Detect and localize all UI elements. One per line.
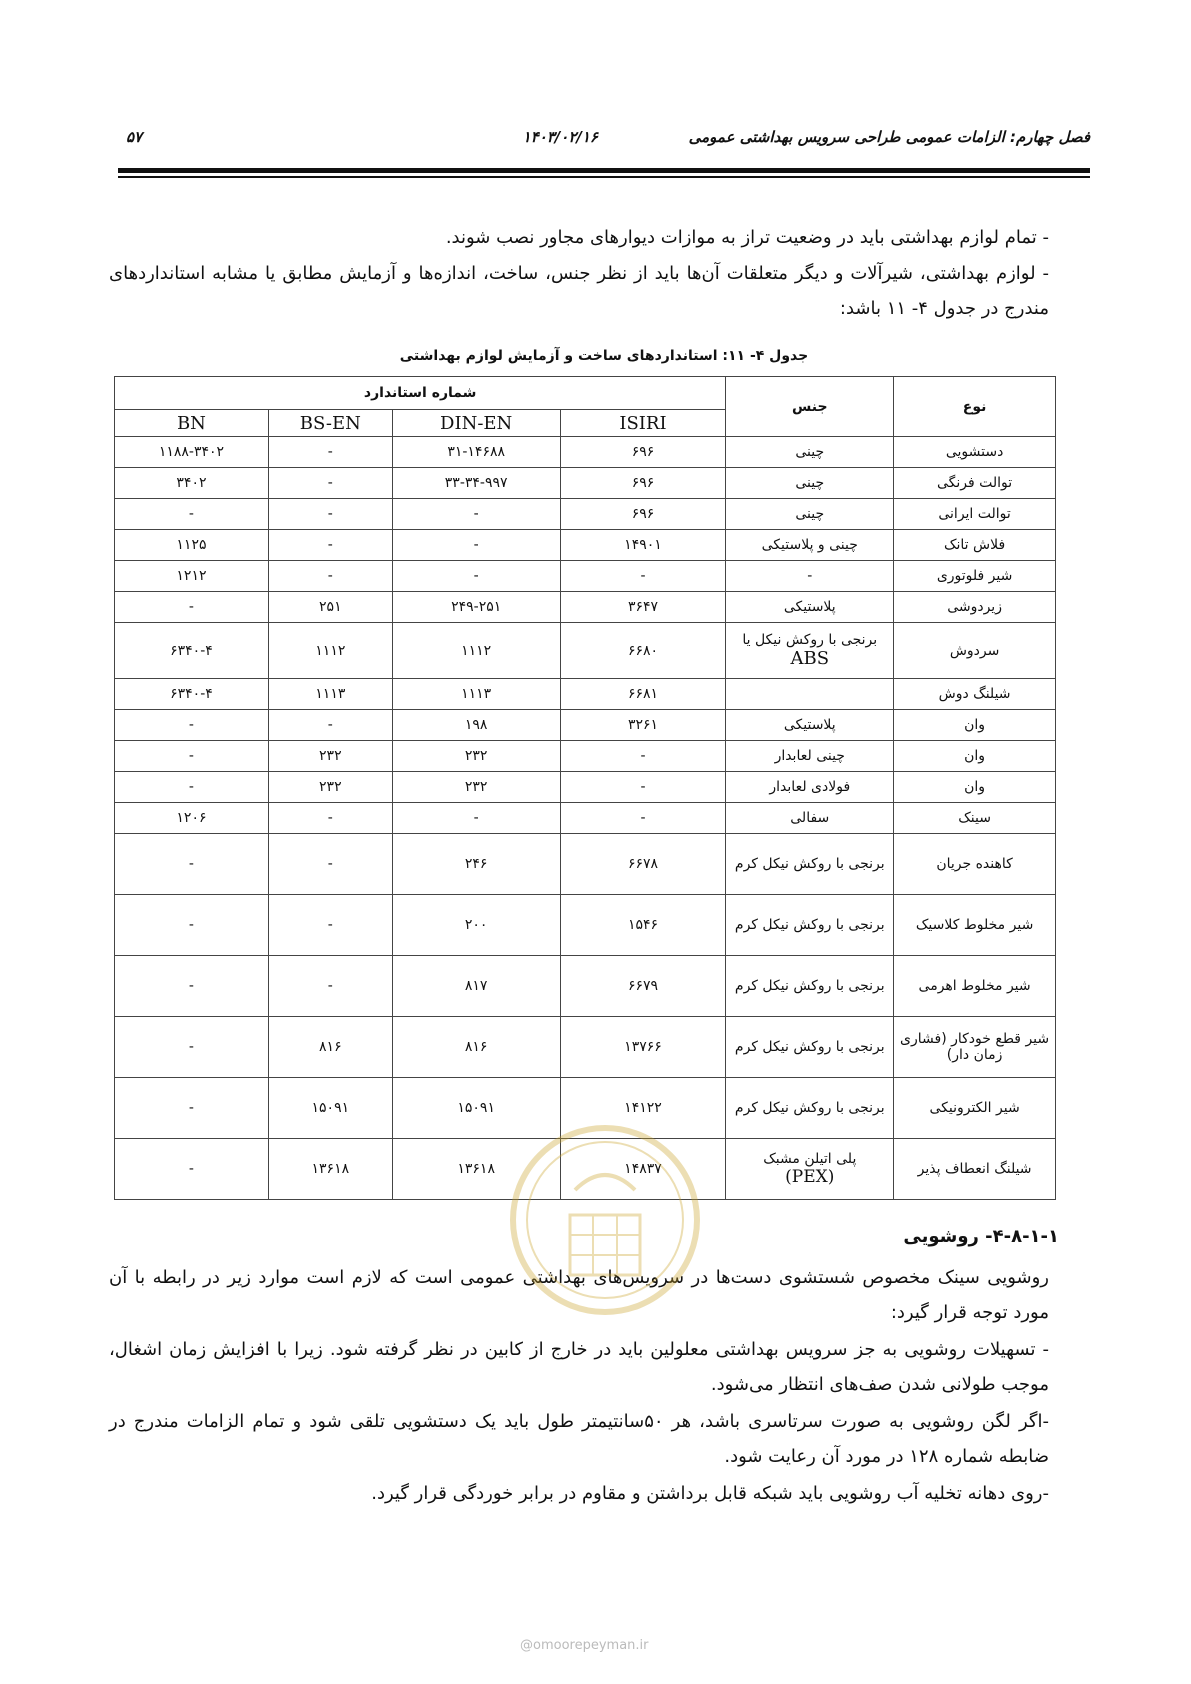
cell-type: شیر الکترونیکی [894, 1078, 1056, 1139]
cell-din: - [392, 530, 560, 561]
cell-bn: - [115, 895, 269, 956]
cell-type: وان [894, 710, 1056, 741]
cell-type: سردوش [894, 623, 1056, 679]
cell-material: برنجی با روکش نیکل کرم [726, 1078, 894, 1139]
cell-material: فولادی لعابدار [726, 772, 894, 803]
cell-din: - [392, 803, 560, 834]
col-bs-en: BS-EN [268, 410, 392, 437]
seal-logo-icon [505, 1120, 705, 1320]
cell-bn: - [115, 592, 269, 623]
cell-isiri: ۶۶۷۹ [560, 956, 726, 1017]
header-rule-thin [118, 176, 1090, 178]
table-row [115, 530, 1056, 561]
cell-bs: ۱۵۰۹۱ [268, 1078, 392, 1139]
cell-bs: - [268, 956, 392, 1017]
cell-din: ۲۳۲ [392, 772, 560, 803]
table-row [115, 772, 1056, 803]
cell-isiri: - [560, 561, 726, 592]
table-row [115, 834, 1056, 895]
cell-bs: ۲۳۲ [268, 772, 392, 803]
cell-bs: - [268, 710, 392, 741]
cell-bs: ۱۳۶۱۸ [268, 1139, 392, 1200]
cell-bs: - [268, 468, 392, 499]
cell-bn: - [115, 1017, 269, 1078]
cell-material: سفالی [726, 803, 894, 834]
table-row [115, 437, 1056, 468]
cell-din: ۸۱۷ [392, 956, 560, 1017]
cell-bs: - [268, 437, 392, 468]
cell-type: کاهنده جریان [894, 834, 1056, 895]
col-bn: BN [115, 410, 269, 437]
cell-type: شیر فلوتوری [894, 561, 1056, 592]
cell-bn: ۳۴۰۲ [115, 468, 269, 499]
cell-bs: ۱۱۱۲ [268, 623, 392, 679]
table-caption: جدول ۴- ۱۱: استانداردهای ساخت و آزمایش لوازم بهداشتی [399, 348, 809, 364]
cell-isiri: ۶۹۶ [560, 437, 726, 468]
cell-material: چینی [726, 499, 894, 530]
table-row [115, 499, 1056, 530]
cell-type: شیر قطع خودکار (فشاری زمان دار) [894, 1017, 1056, 1078]
intro-line-1: - تمام لوازم بهداشتی باید در وضعیت تراز به موازات دیوارهای مجاور نصب شوند. [445, 227, 1049, 248]
cell-material: چینی [726, 437, 894, 468]
cell-isiri: - [560, 803, 726, 834]
cell-type: شیر مخلوط اهرمی [894, 956, 1056, 1017]
cell-material: برنجی با روکش نیکل کرم [726, 1017, 894, 1078]
cell-din: - [392, 499, 560, 530]
cell-isiri: - [560, 772, 726, 803]
header-date: ۱۴۰۳/۰۲/۱۶ [522, 128, 598, 146]
cell-din: ۱۳۶۱۸ [392, 1139, 560, 1200]
table-row [115, 895, 1056, 956]
cell-material: برنجی با روکش نیکل کرم [726, 956, 894, 1017]
cell-bs: ۸۱۶ [268, 1017, 392, 1078]
header-material: جنس [726, 377, 894, 437]
cell-din: ۱۱۱۲ [392, 623, 560, 679]
cell-isiri: ۱۴۸۳۷ [560, 1139, 726, 1200]
cell-din: ۲۴۹-۲۵۱ [392, 592, 560, 623]
cell-bn: - [115, 772, 269, 803]
cell-type: سینک [894, 803, 1056, 834]
page-number: ۵۷ [126, 128, 143, 146]
table-row [115, 468, 1056, 499]
cell-bn: ۶۳۴۰-۴ [115, 679, 269, 710]
cell-material: چینی و پلاستیکی [726, 530, 894, 561]
cell-bs: ۲۵۱ [268, 592, 392, 623]
cell-material: پلاستیکی [726, 710, 894, 741]
cell-bn: - [115, 499, 269, 530]
cell-bs: - [268, 834, 392, 895]
cell-isiri: ۱۳۷۶۶ [560, 1017, 726, 1078]
cell-isiri: ۶۶۸۱ [560, 679, 726, 710]
cell-bn: ۱۱۲۵ [115, 530, 269, 561]
table-row [115, 803, 1056, 834]
cell-din: ۲۳۲ [392, 741, 560, 772]
cell-din: ۲۴۶ [392, 834, 560, 895]
section-paragraph-4: -روی دهانه تخلیه آب روشویی باید شبکه قابل برداشتن و مقاوم در برابر خوردگی قرار گیرد. [371, 1483, 1049, 1504]
cell-type: شیلنگ دوش [894, 679, 1056, 710]
section-paragraph-3: -اگر لگن روشویی به صورت سرتاسری باشد، هر ۵۰سانتیمتر طول باید یک دستشویی تلقی شود و تمام الزامات مندرج در ضابطه شماره ۱۲۸ در مورد آن رعایت شود. [109, 1411, 1050, 1467]
table-row [115, 623, 1056, 679]
chapter-title: فصل چهارم: الزامات عمومی طراحی سرویس بهداشتی عمومی [688, 128, 1090, 146]
cell-din: ۳۳-۳۴-۹۹۷ [392, 468, 560, 499]
cell-material-line2: ABS [790, 648, 830, 669]
col-isiri: ISIRI [560, 410, 726, 437]
cell-type: توالت ایرانی [894, 499, 1056, 530]
cell-type: شیر مخلوط کلاسیک [894, 895, 1056, 956]
cell-type: زیردوشی [894, 592, 1056, 623]
section-paragraph-2: - تسهیلات روشویی به جز سرویس بهداشتی معلولین باید در خارج از کابین در نظر گرفته شود. زیرا با افزایش زمان اشغال، موجب طولانی شدن صف‌های انتظار می‌شود. [109, 1339, 1049, 1395]
cell-type: فلاش تانک [894, 530, 1056, 561]
cell-material: پلاستیکی [726, 592, 894, 623]
cell-material: - [726, 561, 894, 592]
cell-bs: - [268, 803, 392, 834]
cell-bn: - [115, 710, 269, 741]
cell-bn: ۱۲۱۲ [115, 561, 269, 592]
cell-type: شیلنگ انعطاف پذیر [894, 1139, 1056, 1200]
table-row [115, 679, 1056, 710]
cell-isiri: ۶۹۶ [560, 499, 726, 530]
cell-bs: ۱۱۱۳ [268, 679, 392, 710]
cell-bs: - [268, 561, 392, 592]
page-header [118, 128, 1090, 154]
table-row [115, 710, 1056, 741]
header-type: نوع [894, 377, 1056, 437]
cell-bn: - [115, 741, 269, 772]
cell-bs: - [268, 530, 392, 561]
standards-table [114, 376, 1056, 1200]
table-row [115, 741, 1056, 772]
cell-material: چینی [726, 468, 894, 499]
cell-bs: - [268, 499, 392, 530]
header-rule-thick [118, 168, 1090, 173]
cell-din: ۱۱۱۳ [392, 679, 560, 710]
section-heading: ۴-۸-۱-۱- روشویی [903, 1226, 1059, 1247]
cell-bn: - [115, 1139, 269, 1200]
cell-isiri: ۳۶۴۷ [560, 592, 726, 623]
cell-material-line1: پلی اتیلن مشبک [763, 1151, 857, 1167]
cell-bn: - [115, 956, 269, 1017]
cell-type: دستشویی [894, 437, 1056, 468]
cell-isiri: ۶۹۶ [560, 468, 726, 499]
watermark-site: @omoorepeyman.ir [520, 1638, 649, 1653]
cell-isiri: ۱۵۴۶ [560, 895, 726, 956]
cell-bn: ۶۳۴۰-۴ [115, 623, 269, 679]
cell-bn: ۱۱۸۸-۳۴۰۲ [115, 437, 269, 468]
col-din-en: DIN-EN [392, 410, 560, 437]
cell-din: ۳۱-۱۴۶۸۸ [392, 437, 560, 468]
cell-bn: - [115, 834, 269, 895]
cell-isiri: ۶۶۸۰ [560, 623, 726, 679]
table-row [115, 1017, 1056, 1078]
cell-bs: - [268, 895, 392, 956]
cell-bn: - [115, 1078, 269, 1139]
cell-material: چینی لعابدار [726, 741, 894, 772]
section-paragraph-1: روشویی سینک مخصوص شستشوی دست‌ها در سرویس‌های بهداشتی عمومی است که لازم است موارد زیر در رابطه با آن مورد توجه قرار گیرد: [109, 1267, 1049, 1323]
cell-material [726, 679, 894, 710]
cell-material [726, 1139, 894, 1200]
table-row [115, 956, 1056, 1017]
cell-type: توالت فرنگی [894, 468, 1056, 499]
table-row [115, 592, 1056, 623]
cell-din: ۸۱۶ [392, 1017, 560, 1078]
cell-material-line1: برنجی با روکش نیکل یا [742, 632, 878, 648]
table-row [115, 561, 1056, 592]
cell-type: وان [894, 741, 1056, 772]
cell-material [726, 623, 894, 679]
cell-material: برنجی با روکش نیکل کرم [726, 834, 894, 895]
cell-isiri: ۱۴۱۲۲ [560, 1078, 726, 1139]
cell-din: ۲۰۰ [392, 895, 560, 956]
cell-din: - [392, 561, 560, 592]
cell-bs: ۲۳۲ [268, 741, 392, 772]
cell-isiri: ۱۴۹۰۱ [560, 530, 726, 561]
cell-material: برنجی با روکش نیکل کرم [726, 895, 894, 956]
cell-din: ۱۵۰۹۱ [392, 1078, 560, 1139]
intro-line-2: - لوازم بهداشتی، شیرآلات و دیگر متعلقات آن‌ها باید از نظر جنس، ساخت، اندازه‌ها و آزمایش مطابق یا مشابه استانداردهای مندرج در جدول ۴- ۱۱ باشد: [109, 263, 1049, 319]
cell-type: وان [894, 772, 1056, 803]
cell-isiri: ۶۶۷۸ [560, 834, 726, 895]
cell-isiri: ۳۲۶۱ [560, 710, 726, 741]
cell-bn: ۱۲۰۶ [115, 803, 269, 834]
cell-din: ۱۹۸ [392, 710, 560, 741]
header-standard-number: شماره استاندارد [115, 377, 726, 410]
cell-isiri: - [560, 741, 726, 772]
cell-material-line2: (PEX) [785, 1167, 835, 1187]
